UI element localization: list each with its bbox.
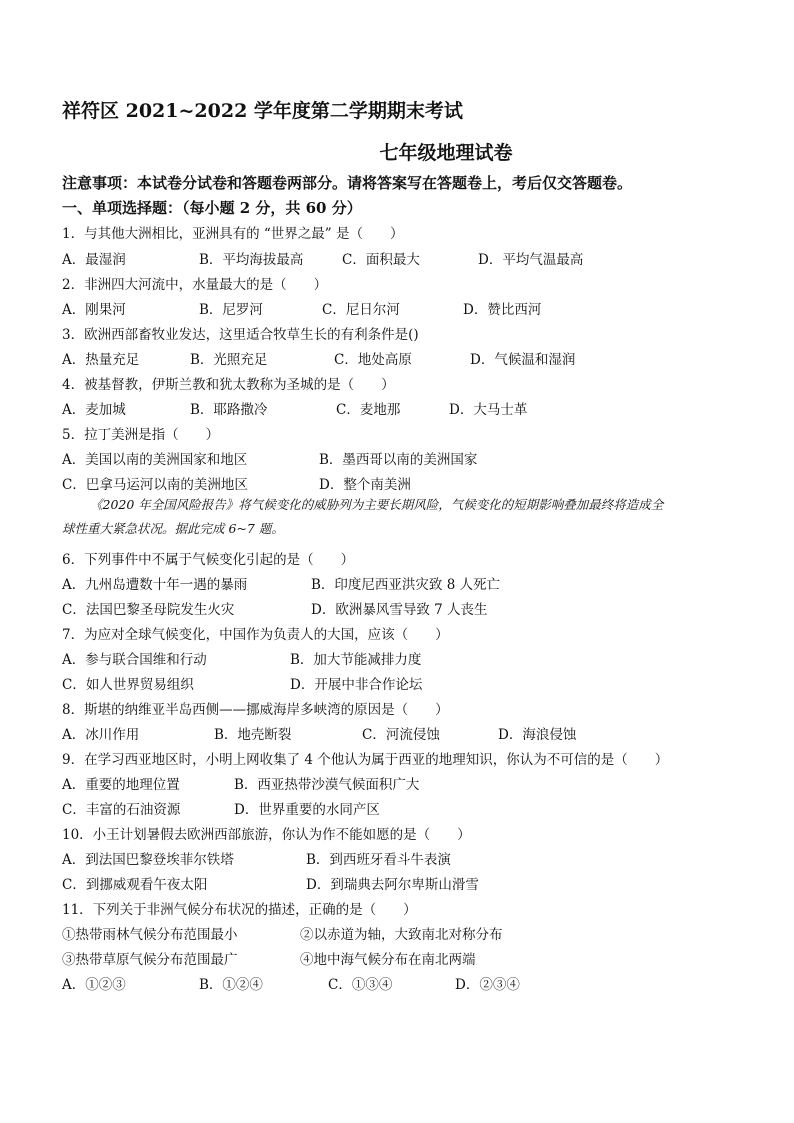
option-8a: A．冰川作用	[62, 727, 140, 743]
option-2d: D．赞比西河	[463, 302, 542, 318]
option-7d: D．开展中非合作论坛	[290, 677, 423, 693]
statement-4: ④地中海气候分布在南北两端	[300, 952, 476, 968]
option-10c: C．到挪威观看午夜太阳	[62, 877, 208, 893]
reading-passage	[62, 493, 738, 541]
question-11: 11．下列关于非洲气候分布状况的描述，正确的是（ ）	[62, 902, 417, 918]
passage-line-2: 球性重大紧急状况。据此完成 6~7 题。	[62, 521, 284, 536]
option-9d: D．世界重要的水同产区	[234, 802, 380, 818]
option-1a: A．最湿润	[62, 252, 126, 268]
exam-subtitle: 七年级地理试卷	[379, 142, 513, 164]
option-1d: D．平均气温最高	[478, 252, 584, 268]
option-5d: D．整个南美洲	[319, 477, 411, 493]
question-2: 2．非洲四大河流中，水量最大的是（ ）	[62, 277, 328, 293]
option-4a: A．麦加城	[62, 402, 126, 418]
option-8d: D．海浪侵蚀	[498, 727, 577, 743]
question-7: 7．为应对全球气候变化，中国作为负责人的大国，应该（ ）	[62, 627, 449, 643]
option-8c: C．河流侵蚀	[362, 727, 440, 743]
question-9: 9．在学习西亚地区时，小明上网收集了 4 个他认为属于西亚的地理知识，你认为不可信的是（ ）	[62, 752, 669, 768]
option-3c: C．地处高原	[334, 352, 412, 368]
option-9b: B．西亚热带沙漠气候面积广大	[234, 777, 420, 793]
option-10a: A．到法国巴黎登埃菲尔铁塔	[62, 852, 234, 868]
option-10d: D．到瑞典去阿尔卑斯山滑雪	[306, 877, 479, 893]
section-heading: 一、单项选择题：（每小题 2 分，共 60 分）	[62, 199, 362, 217]
statement-2: ②以赤道为轴，大致南北对称分布	[300, 927, 503, 943]
statement-3: ③热带草原气候分布范围最广	[62, 952, 238, 968]
exam-title: 祥符区 2021~2022 学年度第二学期期末考试	[62, 100, 463, 122]
option-2c: C．尼日尔河	[322, 302, 400, 318]
option-11b: B．①②④	[199, 977, 263, 993]
option-6b: B．印度尼西亚洪灾致 8 人死亡	[311, 577, 501, 593]
option-1b: B．平均海拔最高	[199, 252, 304, 268]
option-3a: A．热量充足	[62, 352, 140, 368]
question-10: 10．小王计划暑假去欧洲西部旅游，你认为作不能如愿的是（ ）	[62, 827, 471, 843]
question-5: 5．拉丁美洲是指（ ）	[62, 427, 220, 443]
option-1c: C．面积最大	[342, 252, 420, 268]
option-2a: A．刚果河	[62, 302, 126, 318]
option-8b: B．地壳断裂	[214, 727, 292, 743]
option-7a: A．参与联合国维和行动	[62, 652, 207, 668]
option-11d: D．②③④	[455, 977, 520, 993]
option-9a: A．重要的地理位置	[62, 777, 180, 793]
option-7b: B．加大节能减排力度	[290, 652, 422, 668]
option-4d: D．大马士革	[449, 402, 528, 418]
option-5b: B．墨西哥以南的美洲国家	[319, 452, 478, 468]
statement-1: ①热带雨林气候分布范围最小	[62, 927, 238, 943]
option-7c: C．如人世界贸易组织	[62, 677, 194, 693]
option-9c: C．丰富的石油资源	[62, 802, 181, 818]
notice-text: 注意事项：本试卷分试卷和答题卷两部分。请将答案写在答题卷上，考后仅交答题卷。	[62, 174, 633, 192]
question-4: 4．被基督教，伊斯兰教和犹太教称为圣城的是（ ）	[62, 377, 395, 393]
option-2b: B．尼罗河	[199, 302, 263, 318]
option-5a: A．美国以南的美洲国家和地区	[62, 452, 248, 468]
option-10b: B．到西班牙看斗牛表演	[306, 852, 451, 868]
question-1: 1．与其他大洲相比，亚洲具有的 “世界之最” 是（ ）	[62, 226, 404, 242]
option-3d: D．气候温和湿润	[470, 352, 576, 368]
option-3b: B．光照充足	[190, 352, 268, 368]
question-8: 8．斯堪的纳维亚半岛西侧——挪威海岸多峡湾的原因是（ ）	[62, 702, 449, 718]
option-11c: C．①③④	[328, 977, 393, 993]
passage-line-1: 《2020 年全国风险报告》将气候变化的威胁列为主要长期风险，气候变化的短期影响叠加最终将造成全	[90, 497, 664, 512]
option-6c: C．法国巴黎圣母院发生火灾	[62, 602, 235, 618]
option-11a: A．①②③	[62, 977, 126, 993]
option-5c: C．巴拿马运河以南的美洲地区	[62, 477, 248, 493]
option-6d: D．欧洲暴风雪导致 7 人丧生	[311, 602, 488, 618]
option-4b: B．耶路撒冷	[190, 402, 268, 418]
question-6: 6．下列事件中不属于气候变化引起的是（ ）	[62, 552, 355, 568]
question-3: 3．欧洲西部畜牧业发达，这里适合牧草生长的有利条件是()	[62, 327, 419, 343]
option-6a: A．九州岛遭数十年一遇的暴雨	[62, 577, 248, 593]
option-4c: C．麦地那	[336, 402, 401, 418]
